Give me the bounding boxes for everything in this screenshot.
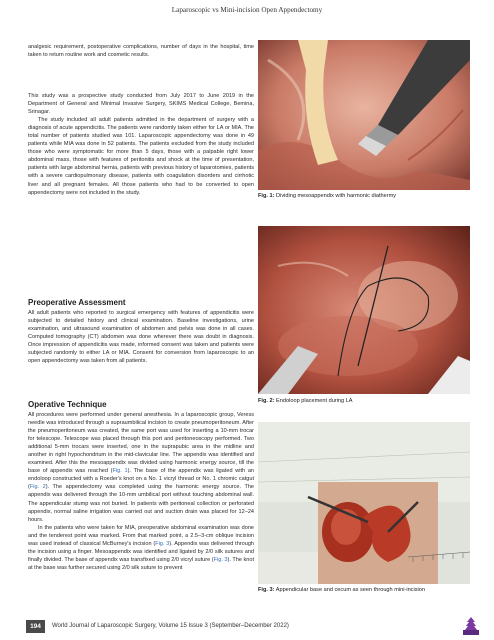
page-number: 194 [26, 620, 45, 633]
figure-2-image [258, 226, 470, 394]
figure-3-image [258, 422, 470, 584]
figure-3-caption: Fig. 3: Appendicular base and cecum as seen through mini-incision [258, 587, 425, 593]
running-header: Laparoscopic vs Mini-incision Open Appendectomy [171, 6, 323, 14]
intro-paragraph [28, 43, 254, 59]
fig1-link[interactable]: Fig. 1 [112, 468, 128, 475]
figure-1-image [258, 40, 470, 190]
operative-section [28, 400, 254, 572]
methods-section [28, 92, 254, 197]
methods-paragraph-1: This study was a prospective study conducted from July 2017 to June 2019 in the Department of General and Minimal Invasive Surgery, SKIMS Medical College, Bemina, Srinagar. [28, 93, 254, 116]
operative-heading: Operative Technique [28, 400, 107, 409]
fig2-link[interactable]: Fig. 2 [29, 484, 46, 491]
fig3-link[interactable]: Fig. 3 [155, 540, 170, 547]
fig3-link-2[interactable]: Fig. 3 [213, 556, 228, 563]
publisher-logo-icon [460, 616, 482, 636]
operative-paragraph-1: All procedures were performed under general anesthesia. In a laparoscopic group, Veress needle was introduced through a supraumbilical incision to create pneumoperitoneum. After the pneumoperitoneum was created, the same port was used for inserting a 10-mm trocar for telescope. Telescope was placed through this port and peritoneoscopy performed. Two additional 5-mm trocars were inserted, one in the suprapubic area in the midline and another in right hypochondrium in the mid-clavicular line. The appendix was identified and examined. After this the mesoappendix was divided using harmonic energy source, till the base of appendix was reached (Fig. 1). The base of the appendix was ligated with an endoloop constructed with a Roeder's knot on a No. 1 vicryl thread or No. 1 chromic catgut (Fig. 2). The appendectomy was completed using the harmonic energy source. The appendix was delivered through the 10-mm umbilical port without touching abdominal wall. The appendicular stump was not buried. In patients with peritoneal collection or perforated appendix, normal saline irrigation was carried out and suction drain was placed for 12–24 hours. [28, 412, 255, 523]
figure-1-caption: Fig. 1: Dividing mesoappendix with harmonic diathermy [258, 193, 397, 199]
preop-paragraph: All adult patients who reported to surgical emergency with features of appendicitis were subjected to detailed history and clinical examination. Baseline investigations, urine examination, and ultrasound examination of abdomen and pelvis was done in all cases. Computed tomography (CT) abdomen was done wherever there was doubt in diagnosis. Once impression of appendicitis was made, informed consent was taken and patients were subjected randomly to either LA or MIA. Consent for conversion from laparoscopic to an open appendectomy was taken from all patients. [28, 310, 254, 365]
intro-text: analgesic requirement, postoperative complications, number of days in the hospital, time taken to return routine work and cosmetic results. [28, 44, 254, 59]
operative-paragraph-2: In the patients who were taken for MIA, preoperative abdominal examination was done and the tenderest point was marked. From that marked point, a 2.5–3-cm oblique incision was used instead of classical McBurney's incision (Fig. 3). Appendix was delivered through the incision using a finger. Mesoappendix was identified and ligated by 2/0 silk sutures and finally divided. The base of appendix was transfixed using 2/0 vicryl suture (Fig. 3). The knot at the base was further secured using 2/0 silk suture to prevent [28, 524, 254, 571]
preop-section [28, 298, 254, 365]
figure-2-caption: Fig. 2: Endoloop placement during LA [258, 398, 353, 404]
methods-paragraph-2: The study included all adult patients admitted in the department of surgery with a diagnosis of acute appendicitis. The patients were randomly taken either for LA or MIA. The total number of patients studied was 101. Laparoscopic appendectomy was done in 49 patients while MIA was done in 52 patients. The patients excluded from the study included those who were symptomatic for more than 5 days, those with a palpable right lower abdominal mass, those with features of peritonitis and shock at the time of presentation, patients with large abdominal hernia, patients with previous history of laparotomies, patients with a severe cardiopulmonary disease, patients with coagulation disorders and cirrhotic liver and all pregnant females. All those patients who had to be converted to open appendectomy were not included in the study. [28, 117, 254, 196]
page-footer [0, 620, 494, 634]
journal-citation: World Journal of Laparoscopic Surgery, Volume 15 Issue 3 (September–December 2022) [52, 623, 289, 629]
preop-heading: Preoperative Assessment [28, 298, 126, 307]
